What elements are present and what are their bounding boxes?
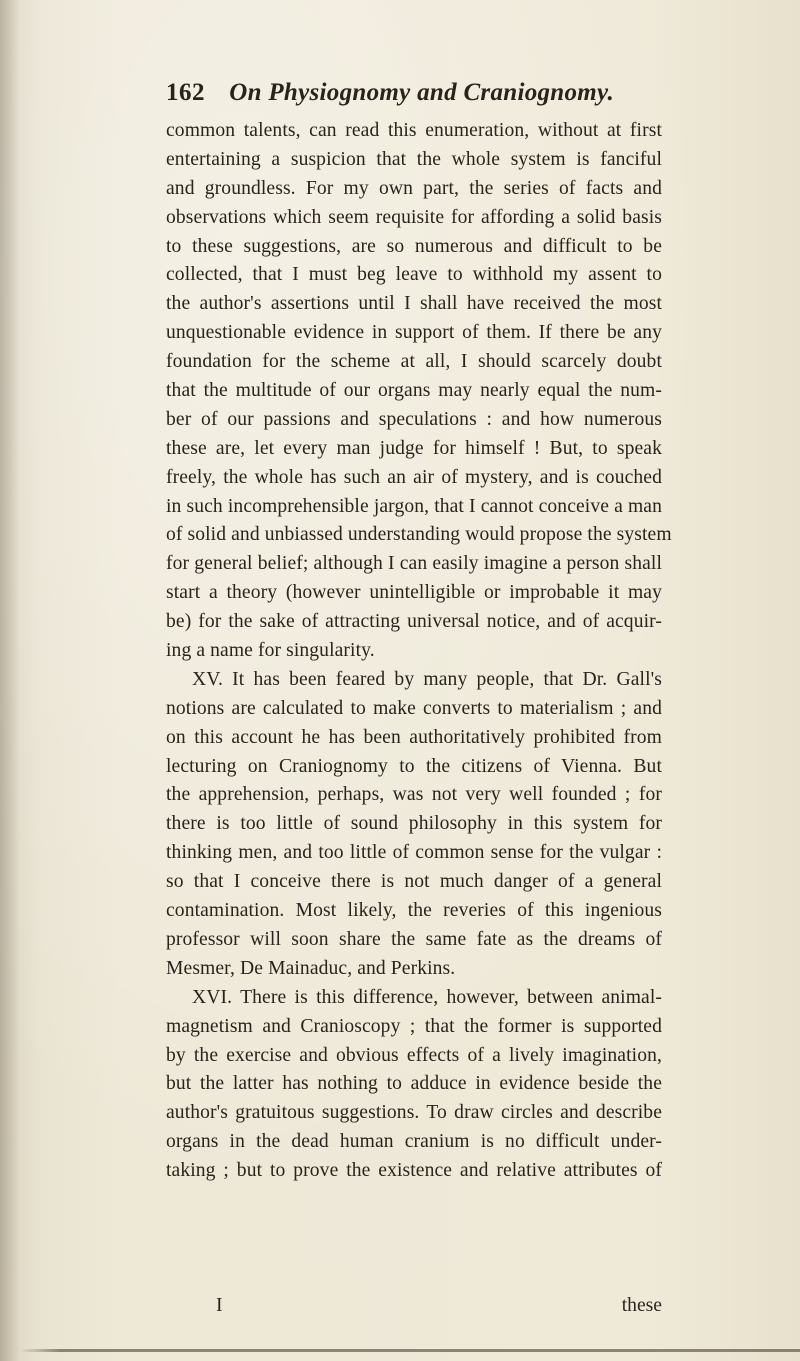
- text-line: start a theory (however unintelligible or improbable it may: [166, 582, 662, 604]
- text-line: organs in the dead human cranium is no difficult under-: [166, 1131, 662, 1153]
- text-line: but the latter has nothing to adduce in evidence beside the: [166, 1073, 662, 1095]
- text-line: there is too little of sound philosophy in this system for: [166, 813, 662, 835]
- page-edge-shadow: [20, 1349, 800, 1352]
- text-line: by the exercise and obvious effects of a lively imagination,: [166, 1044, 662, 1066]
- text-line: so that I conceive there is not much danger of a general: [166, 871, 662, 893]
- section-heading-line: XV. It has been feared by many people, that Dr. Gall's: [192, 668, 662, 690]
- text-line: ing a name for singularity.: [166, 640, 375, 662]
- text-line: on this account he has been authoritatively prohibited from: [166, 726, 662, 748]
- text-line: collected, that I must beg leave to withhold my assent to: [166, 264, 662, 286]
- signature-mark: I: [216, 1295, 223, 1316]
- text-line: freely, the whole has such an air of mystery, and is couched: [166, 466, 662, 488]
- text-line: the apprehension, perhaps, was not very well founded ; for: [166, 784, 662, 806]
- text-line: common talents, can read this enumeration, without at first: [166, 120, 662, 141]
- text-line: lecturing on Craniognomy to the citizens of Vienna. But: [166, 755, 662, 777]
- text-line: thinking men, and too little of common sense for the vulgar :: [166, 842, 662, 864]
- text-line: to these suggestions, are so numerous and difficult to be: [166, 235, 662, 257]
- text-line: that the multitude of our organs may nearly equal the num-: [166, 380, 662, 402]
- page-footer: [166, 1291, 662, 1321]
- text-line: notions are calculated to make converts to materialism ; and: [166, 697, 662, 719]
- text-line: be) for the sake of attracting universal notice, and of acquir-: [166, 611, 662, 633]
- gutter-shadow: [0, 0, 20, 1361]
- page-number: 162: [166, 79, 205, 106]
- page-header: [166, 76, 656, 110]
- text-line: taking ; but to prove the existence and relative attributes of: [166, 1160, 662, 1182]
- body-text: [166, 117, 672, 1186]
- text-line: unquestionable evidence in support of them. If there be any: [166, 322, 662, 344]
- section-heading-line: XVI. There is this difference, however, between animal-: [192, 986, 662, 1008]
- text-line: in such incomprehensible jargon, that I cannot conceive a man: [166, 495, 662, 517]
- text-line: magnetism and Cranioscopy ; that the former is supported: [166, 1015, 662, 1037]
- text-line: the author's assertions until I shall have received the most: [166, 293, 662, 315]
- text-line: of solid and unbiassed understanding would propose the system: [166, 524, 672, 546]
- text-line: entertaining a suspicion that the whole system is fanciful: [166, 148, 662, 170]
- text-line: ber of our passions and speculations : and how numerous: [166, 408, 662, 430]
- text-line: professor will soon share the same fate as the dreams of: [166, 928, 662, 950]
- catchword: these: [621, 1295, 662, 1316]
- text-line: these are, let every man judge for himself ! But, to speak: [166, 437, 662, 459]
- text-line: observations which seem requisite for affording a solid basis: [166, 206, 662, 228]
- text-line: author's gratuitous suggestions. To draw circles and describe: [166, 1102, 662, 1124]
- text-line: for general belief; although I can easily imagine a person shall: [166, 553, 662, 575]
- text-line: and groundless. For my own part, the series of facts and: [166, 177, 662, 199]
- text-line: Mesmer, De Mainaduc, and Perkins.: [166, 957, 456, 979]
- running-head: On Physiognomy and Craniognomy.: [229, 79, 615, 106]
- text-line: foundation for the scheme at all, I should scarcely doubt: [166, 351, 662, 373]
- text-line: contamination. Most likely, the reveries of this ingenious: [166, 900, 662, 922]
